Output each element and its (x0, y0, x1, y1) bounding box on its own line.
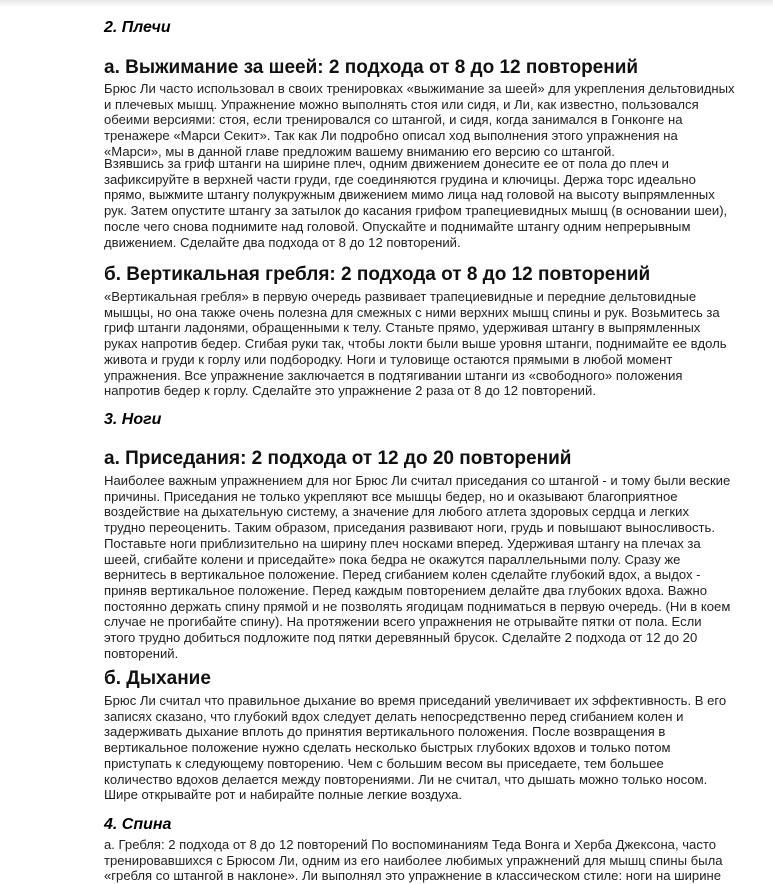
viewer-top-edge (0, 0, 773, 6)
text-line: прямо, выжмите штангу полукружным движением мимо лица над головой на высоту выпрямленных (104, 187, 715, 203)
paragraph (104, 837, 744, 884)
paragraph (104, 693, 744, 803)
text-line: тренировавшихся с Брюсом Ли, одним из его наиболее любимых упражнений для мышц спины была (104, 852, 723, 868)
section-title-back: 4. Спина (104, 816, 172, 833)
text-line: шеей, сгибайте колени и приседайте» пока бедра не окажутся параллельными полу. Сразу же (104, 551, 681, 567)
text-line: тренажере «Марси Секит». Так как Ли подробно описал ход выполнения этого упражнения на (104, 128, 678, 144)
paragraph (104, 81, 744, 160)
text-line: движением. Сделайте два подхода от 8 до 12 повторений. (104, 234, 461, 250)
text-line: вернитесь в вертикальное положение. Перед сгибанием колен сделайте глубокий вдох, а выдох - (104, 567, 701, 583)
text-line: трудно переоценить. Таким образом, приседания развивают ноги, грудь и повышают выносливость. (104, 520, 716, 536)
text-line: живота и груди к горлу или подбородку. Ноги и туловище остаются прямыми в любой момент (104, 351, 673, 367)
text-line: Взявшись за гриф штанги на ширине плеч, одним движением донесите ее от пола до плеч и (104, 156, 669, 171)
text-line: воздействие на дыхательную систему, а значение для любого атлета здоровых сердца и легких (104, 504, 690, 520)
text-line: причины. Приседания не только укрепляют все мышцы бедер, но и оказывают благоприятное (104, 488, 678, 504)
paragraph (104, 289, 744, 399)
text-line: зафиксируйте в верхней части груди, где соединяются грудина и ключицы. Держа торс идеально (104, 171, 696, 187)
exercise-title-squats: а. Приседания: 2 подхода от 12 до 20 повторений (104, 448, 572, 469)
section-title-shoulders: 2. Плечи (104, 19, 171, 36)
text-line: этого трудно добиться подложите под пятки деревянный брусок. Сделайте 2 подхода от 12 до 20 (104, 630, 698, 646)
text-line: постоянно держать спину прямой и не позволять ягодицам подниматься в первую очередь. (Ни в коем (104, 598, 731, 614)
text-line: Брюс Ли считал что правильное дыхание во время приседаний увеличивает их эффективность. В его (104, 693, 727, 708)
text-line: «Марси», мы в данной главе предложим вашему вниманию его версию со штангой. (104, 143, 615, 159)
text-line: мышцы, но она также очень полезна для смежных с ними верхних мышц спины и рук. Возьмитесь за (104, 304, 720, 320)
text-line: Шире открывайте рот и набирайте полные легкие воздуха. (104, 787, 463, 803)
text-line: количество вдохов делается между повторениями. Ли не считал, что дышать можно только носом. (104, 771, 708, 787)
text-line: приступать к следующему повторению. Чем с большим весом вы приседаете, тем большее (104, 755, 664, 771)
text-line: вертикальное положение нужно сделать несколько быстрых глубоких вдохов и только потом (104, 740, 671, 756)
text-line: руках напротив бедер. Сгибая руки так, чтобы локти были выше уровня штанги, поднимайте ее вдоль (104, 336, 727, 352)
text-line: «Вертикальная гребля» в первую очередь развивает трапециевидные и передние дельтовидные (104, 289, 697, 304)
exercise-title-behind-neck-press: а. Выжимание за шеей: 2 подхода от 8 до 12 повторений (104, 57, 639, 78)
exercise-title-upright-row: б. Вертикальная гребля: 2 подхода от 8 до 12 повторений (104, 264, 651, 285)
text-line: записях сказано, что глубокий вдох следует делать непосредственно перед сгибанием колен и (104, 708, 684, 724)
paragraph (104, 156, 744, 250)
text-line: задерживать дыхание вплоть до принятия вертикального положения. После возвращения в (104, 724, 666, 740)
paragraph (104, 473, 744, 661)
text-line: «гребля со штангой в наклоне». Ли выполнял это упражнение в классическом стиле: ноги на ширине (104, 868, 722, 884)
text-line: рук. Затем опустите штангу за затылок до касания грифом трапециевидных мышц (в основании шеи), (104, 203, 728, 219)
text-line: повторений. (104, 645, 179, 661)
section-title-legs: 3. Ноги (104, 411, 162, 428)
text-line: случае не прогибайте спину). На протяжении всего упражнения не отрывайте пятки от пола. Если (104, 614, 702, 630)
text-line: обеими версиями: стоя, если тренировался со штангой, и сидя, когда занимался в Гонконге на (104, 112, 683, 128)
exercise-title-breathing: б. Дыхание (104, 668, 211, 689)
text-line: приняв вертикальное положение. Перед каждым повторением делайте два глубоких вдоха. Важно (104, 582, 708, 598)
text-line: гриф штанги ладонями, обращенными к телу. Станьте прямо, удерживая штангу в выпрямленных (104, 320, 701, 336)
text-line: напротив бедер к горлу. Сделайте это упражнение 2 раза от 8 до 12 повторений. (104, 383, 596, 399)
text-line: Наиболее важным упражнением для ног Брюс Ли считал приседания со штангой - и тому были веские (104, 473, 731, 488)
text-line: и плечевых мышц. Упражнение можно выполнять стоя или сидя, и Ли, как известно, пользовался (104, 96, 699, 112)
text-line: упражнения. Все упражнение заключается в подтягивании штанги из «свободного» положения (104, 367, 683, 383)
text-line: а. Гребля: 2 подхода от 8 до 12 повторений По воспоминаниям Теда Вонга и Херба Джексона, часто (104, 837, 717, 852)
text-line: Брюс Ли часто использовал в своих тренировках «выжимание за шеей» для укрепления дельтовидных (104, 81, 735, 96)
text-line: Поставьте ноги приблизительно на ширину плеч носками вперед. Удерживая штангу на плечах за (104, 535, 701, 551)
text-line: после чего снова поднимите над головой. Опускайте и поднимайте штангу одним непрерывным (104, 218, 691, 234)
